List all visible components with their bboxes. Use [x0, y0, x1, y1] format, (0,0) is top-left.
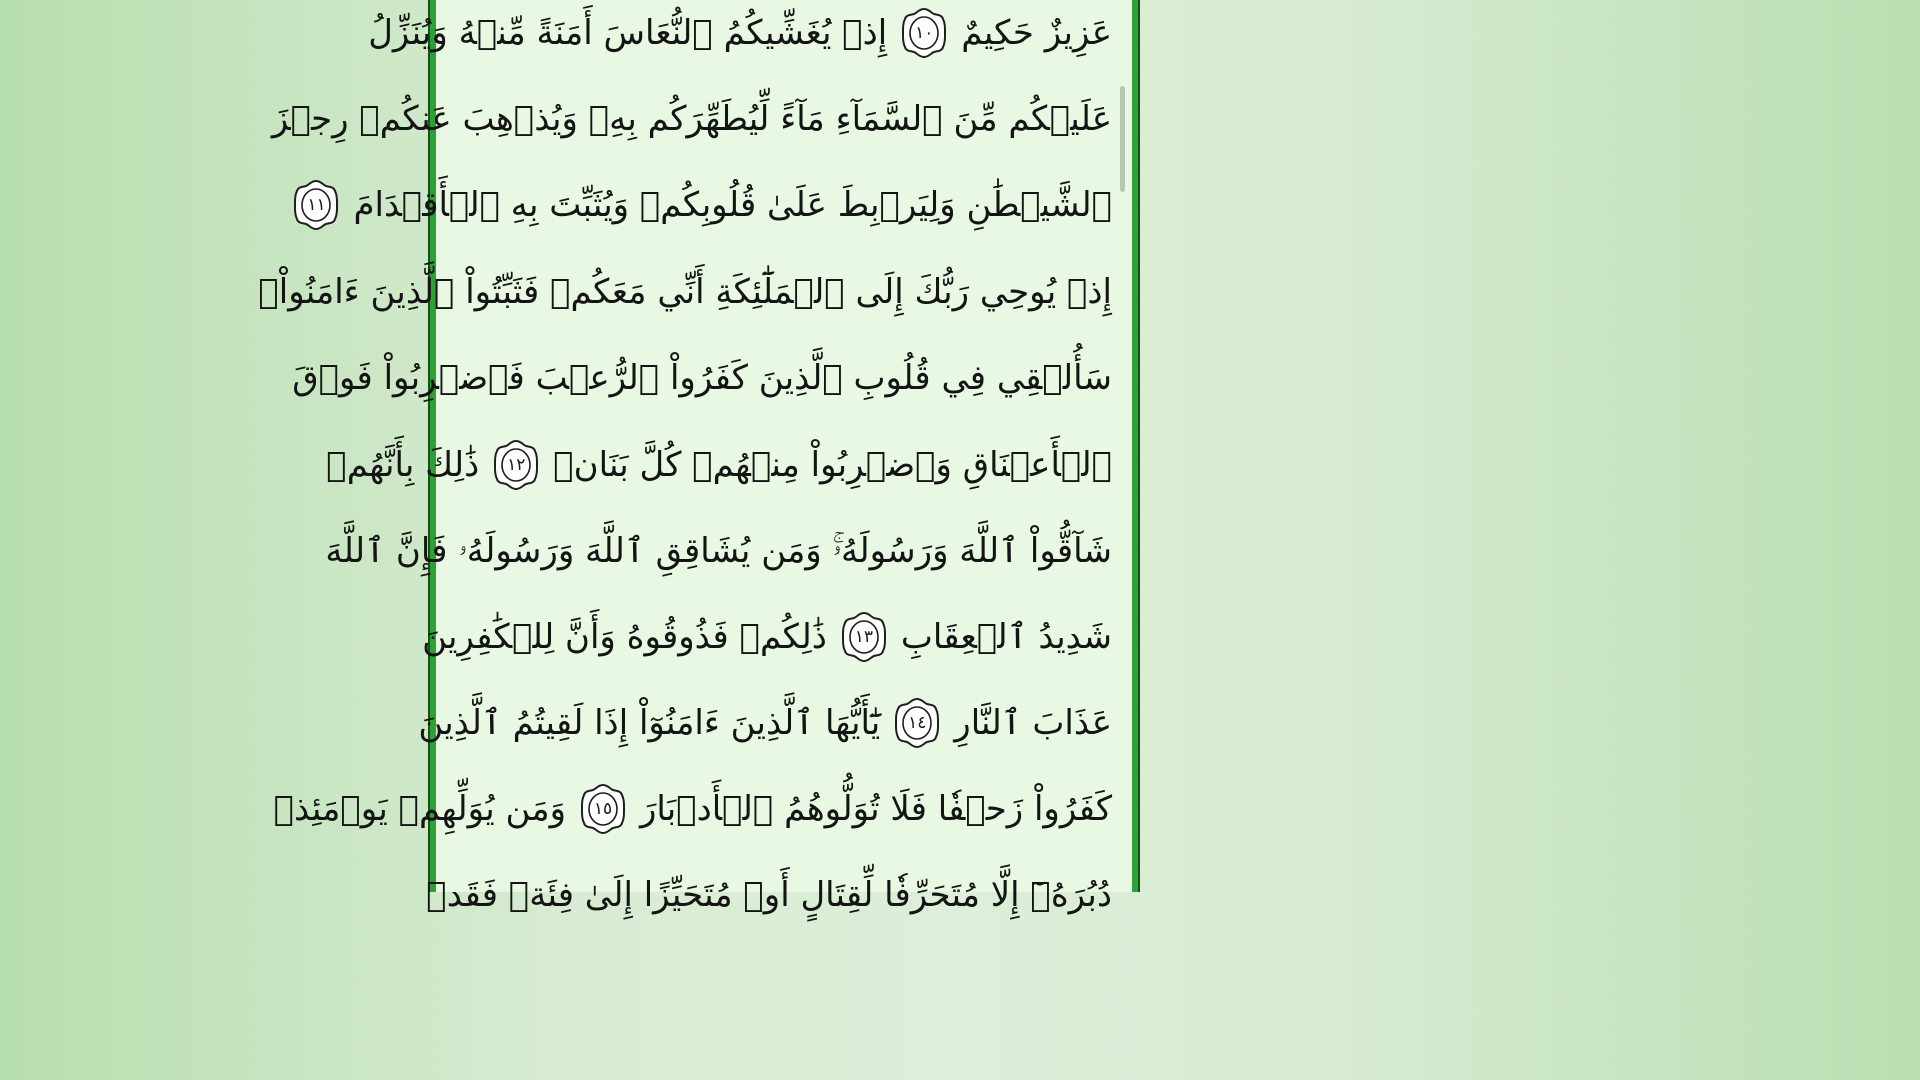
verse-text: شَدِيدُ ٱلۡعِقَابِ	[900, 617, 1112, 657]
verse-text: يَٰٓأَيُّهَا ٱلَّذِينَ ءَامَنُوٓاْ إِذَا لَقِيتُمُ ٱلَّذِينَ	[418, 703, 881, 743]
ayah-number-marker	[580, 783, 626, 835]
verse-text: ذَٰلِكُمۡ فَذُوقُوهُ وَأَنَّ لِلۡكَٰفِرِينَ	[422, 617, 827, 657]
scrollbar-thumb[interactable]	[1120, 86, 1125, 192]
quran-line	[273, 774, 1112, 844]
verse-text: عَزِيزٌ حَكِيمٌ	[961, 13, 1112, 53]
verse-text: ٱلشَّيۡطَٰنِ وَلِيَرۡبِطَ عَلَىٰ قُلُوبِكُمۡ وَيُثَبِّتَ بِهِ ٱلۡأَقۡدَامَ	[353, 185, 1112, 225]
quran-line	[325, 516, 1112, 586]
verse-text: إِذۡ يُوحِي رَبُّكَ إِلَى ٱلۡمَلَٰٓئِكَةِ أَنِّي مَعَكُمۡ فَثَبِّتُواْ ٱلَّذِينَ ءَامَنُواْۚ	[258, 272, 1112, 312]
quran-line	[426, 860, 1112, 930]
ayah-number: ١٥	[593, 799, 613, 819]
ayah-number-marker	[901, 7, 947, 59]
quran-line	[258, 257, 1112, 327]
ayah-number: ١٣	[854, 627, 874, 647]
ayah-number: ١٤	[908, 713, 927, 733]
ayah-number: ١١	[307, 195, 326, 215]
verse-text: عَلَيۡكُم مِّنَ ٱلسَّمَآءِ مَآءً لِّيُطَهِّرَكُم بِهِۦ وَيُذۡهِبَ عَنكُمۡ رِجۡزَ	[271, 99, 1112, 139]
verse-text: ذَٰلِكَ بِأَنَّهُمۡ	[326, 445, 480, 485]
verse-text: وَمَن يُوَلِّهِمۡ يَوۡمَئِذٖ	[273, 789, 566, 829]
verse-text: شَآقُّواْ ٱللَّهَ وَرَسُولَهُۥۚ وَمَن يُشَاقِقِ ٱللَّهَ وَرَسُولَهُۥ فَإِنَّ ٱللَّهَ	[325, 531, 1112, 571]
verse-text: إِذۡ يُغَشِّيكُمُ ٱلنُّعَاسَ أَمَنَةً مِّنۡهُ وَيُنَزِّلُ	[368, 13, 888, 53]
ayah-number-marker	[841, 611, 887, 663]
quran-line	[292, 343, 1112, 413]
ayah-number-marker	[894, 697, 940, 749]
verse-text: سَأُلۡقِي فِي قُلُوبِ ٱلَّذِينَ كَفَرُواْ ٱلرُّعۡبَ فَٱضۡرِبُواْ فَوۡقَ	[292, 358, 1112, 398]
ayah-number-marker	[493, 439, 539, 491]
verse-text: ٱلۡأَعۡنَاقِ وَٱضۡرِبُواْ مِنۡهُمۡ كُلَّ بَنَانٖ	[553, 445, 1112, 485]
ayah-number: ١٠	[915, 23, 934, 43]
verse-text: دُبُرَهُۥٓ إِلَّا مُتَحَرِّفٗا لِّقِتَالٍ أَوۡ مُتَحَيِّزًا إِلَىٰ فِئَةٖ فَقَدۡ	[426, 875, 1112, 915]
quran-line	[422, 602, 1112, 672]
ayah-number-marker	[293, 179, 339, 231]
quran-line	[271, 84, 1112, 154]
quran-line	[418, 688, 1112, 758]
quran-line	[368, 0, 1112, 68]
ayah-number: ١٢	[507, 455, 526, 475]
quran-line	[307, 170, 1112, 240]
quran-line	[326, 430, 1112, 500]
verse-text: كَفَرُواْ زَحۡفٗا فَلَا تُوَلُّوهُمُ ٱلۡأَدۡبَارَ	[640, 789, 1112, 829]
verse-text: عَذَابَ ٱلنَّارِ	[954, 703, 1112, 743]
